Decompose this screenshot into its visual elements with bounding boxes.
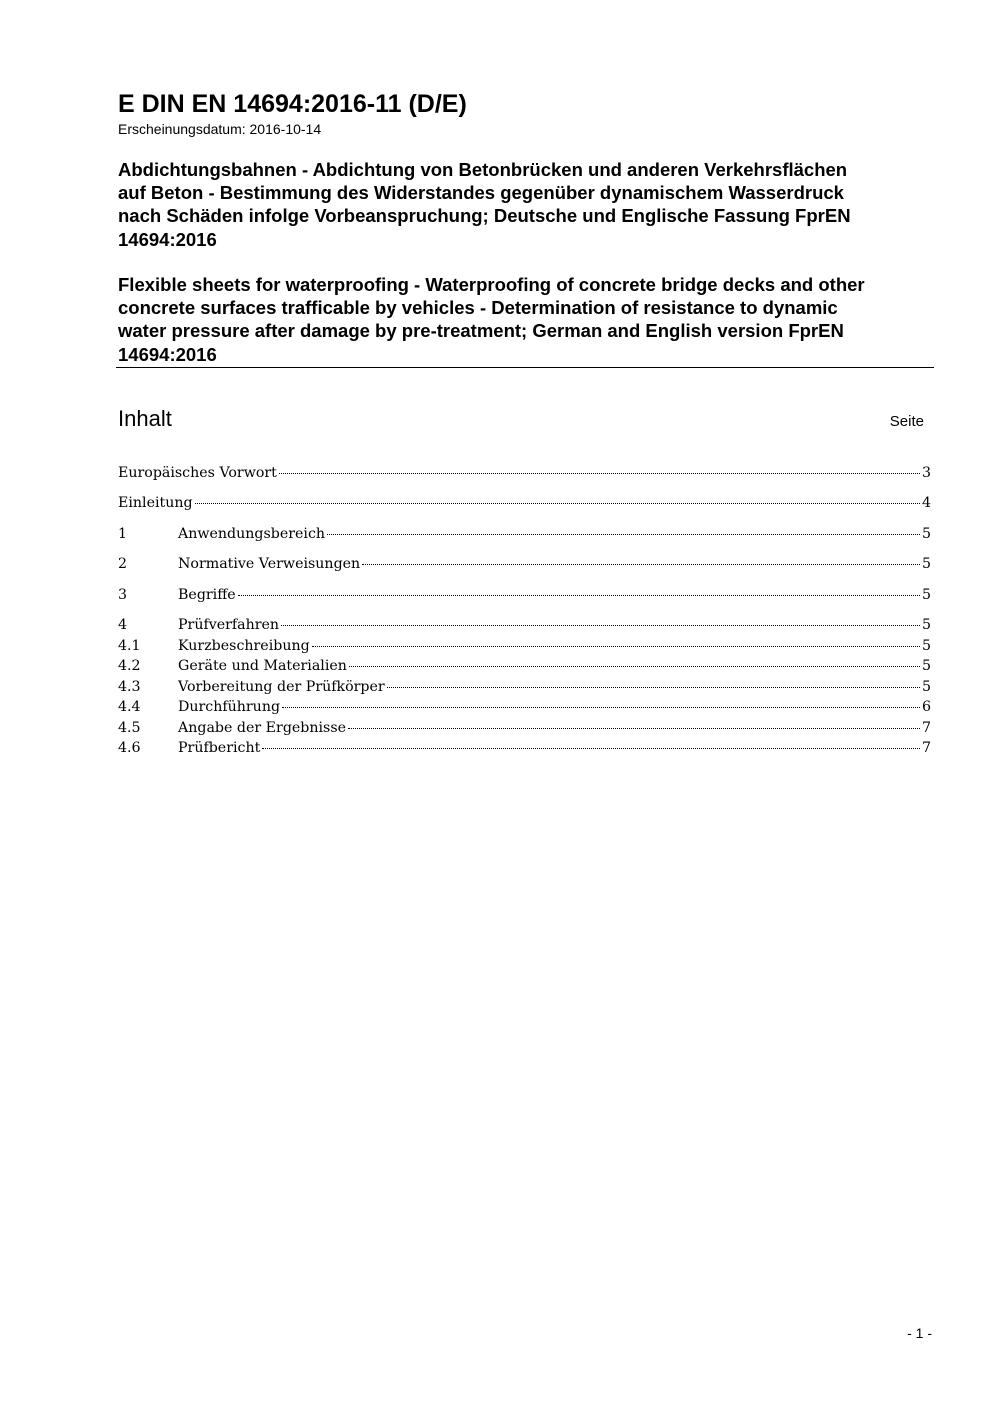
- toc-entry-normative-references[interactable]: [118, 555, 931, 574]
- title-divider: [116, 367, 934, 368]
- toc-entry-page: 5: [921, 587, 931, 603]
- english-title-line: water pressure after damage by pre-treatment; German and English version FprEN: [118, 320, 844, 342]
- german-title-line: auf Beton - Bestimmung des Widerstandes gegenüber dynamischem Wasserdruck: [118, 182, 844, 204]
- toc-entry-number: 2: [118, 556, 128, 572]
- toc-entry-expression-of-results[interactable]: [118, 719, 931, 738]
- toc-dot-leader: [348, 728, 920, 729]
- document-title: E DIN EN 14694:2016-11 (D/E): [118, 90, 467, 118]
- toc-entry-page: 5: [921, 556, 931, 572]
- toc-dot-leader: [282, 707, 920, 708]
- toc-entry-title: Anwendungsbereich: [178, 526, 326, 542]
- toc-entry-number: 4.3: [118, 679, 141, 695]
- toc-dot-leader: [312, 646, 920, 647]
- toc-dot-leader: [262, 748, 920, 749]
- toc-entry-number: 4.2: [118, 658, 141, 674]
- toc-entry-page: 7: [921, 740, 931, 756]
- toc-entry-title: Durchführung: [178, 699, 281, 715]
- toc-dot-leader: [279, 473, 920, 474]
- toc-entry-scope[interactable]: [118, 525, 931, 544]
- toc-entry-title: Kurzbeschreibung: [178, 638, 310, 654]
- german-title: [118, 158, 938, 251]
- english-title-line: concrete surfaces trafficable by vehicles - Determination of resistance to dynamic: [118, 297, 838, 319]
- toc-dot-leader: [349, 666, 920, 667]
- toc-entry-page: 5: [921, 679, 931, 695]
- toc-entry-page: 5: [921, 617, 931, 633]
- toc-entry-page: 7: [921, 720, 931, 736]
- german-title-line: 14694:2016: [118, 228, 217, 250]
- toc-entry-number: 1: [118, 526, 128, 542]
- toc-entry-number: 4: [118, 617, 128, 633]
- toc-entry-title: Geräte und Materialien: [178, 658, 347, 674]
- toc-entry-introduction[interactable]: [118, 494, 931, 513]
- toc-entry-title: Angabe der Ergebnisse: [178, 720, 347, 736]
- toc-dot-leader: [238, 595, 920, 596]
- toc-entry-specimen-preparation[interactable]: [118, 678, 931, 697]
- toc-entry-number: 4.1: [118, 638, 141, 654]
- toc-entry-principle[interactable]: [118, 637, 931, 656]
- toc-heading: Inhalt: [118, 406, 172, 431]
- english-title-line: Flexible sheets for waterproofing - Waterproofing of concrete bridge decks and other: [118, 274, 865, 295]
- publication-date: Erscheinungsdatum: 2016-10-14: [118, 121, 322, 137]
- toc-entry-title: Europäisches Vorwort: [118, 465, 277, 481]
- page-number: - 1 -: [907, 1325, 932, 1341]
- toc-dot-leader: [281, 625, 920, 626]
- toc-entry-page: 5: [921, 526, 931, 542]
- toc-entry-number: 4.6: [118, 740, 141, 756]
- toc-entry-title: Begriffe: [178, 587, 236, 603]
- toc-entry-title: Einleitung: [118, 495, 193, 511]
- toc-dot-leader: [362, 564, 920, 565]
- toc-entry-number: 4.4: [118, 699, 141, 715]
- toc-page-column-label: Seite: [889, 413, 924, 430]
- toc-entry-terms[interactable]: [118, 586, 931, 605]
- toc-dot-leader: [327, 534, 920, 535]
- toc-entry-number: 3: [118, 587, 128, 603]
- english-title: [118, 273, 938, 366]
- toc-entry-number: 4.5: [118, 720, 141, 736]
- toc-entry-page: 5: [921, 638, 931, 654]
- toc-entry-apparatus[interactable]: [118, 657, 931, 676]
- toc-entry-title: Prüfbericht: [178, 740, 261, 756]
- toc-entry-title: Prüfverfahren: [178, 617, 280, 633]
- toc-entry-page: 4: [921, 495, 931, 511]
- german-title-line: Abdichtungsbahnen - Abdichtung von Betonbrücken und anderen Verkehrsflächen: [118, 159, 848, 180]
- german-title-line: nach Schäden infolge Vorbeanspruchung; Deutsche und Englische Fassung FprEN: [118, 205, 851, 227]
- toc-entry-test-method[interactable]: [118, 616, 931, 635]
- toc-entry-page: 3: [921, 465, 931, 481]
- toc-dot-leader: [387, 687, 920, 688]
- english-title-line: 14694:2016: [118, 343, 217, 365]
- toc-dot-leader: [195, 503, 920, 504]
- toc-entry-european-foreword[interactable]: [118, 464, 931, 483]
- toc-entry-title: Normative Verweisungen: [178, 556, 361, 572]
- toc-entry-title: Vorbereitung der Prüfkörper: [178, 679, 385, 695]
- toc-entry-page: 6: [921, 699, 931, 715]
- toc-entry-procedure[interactable]: [118, 698, 931, 717]
- toc-entry-test-report[interactable]: [118, 739, 931, 758]
- toc-entry-page: 5: [921, 658, 931, 674]
